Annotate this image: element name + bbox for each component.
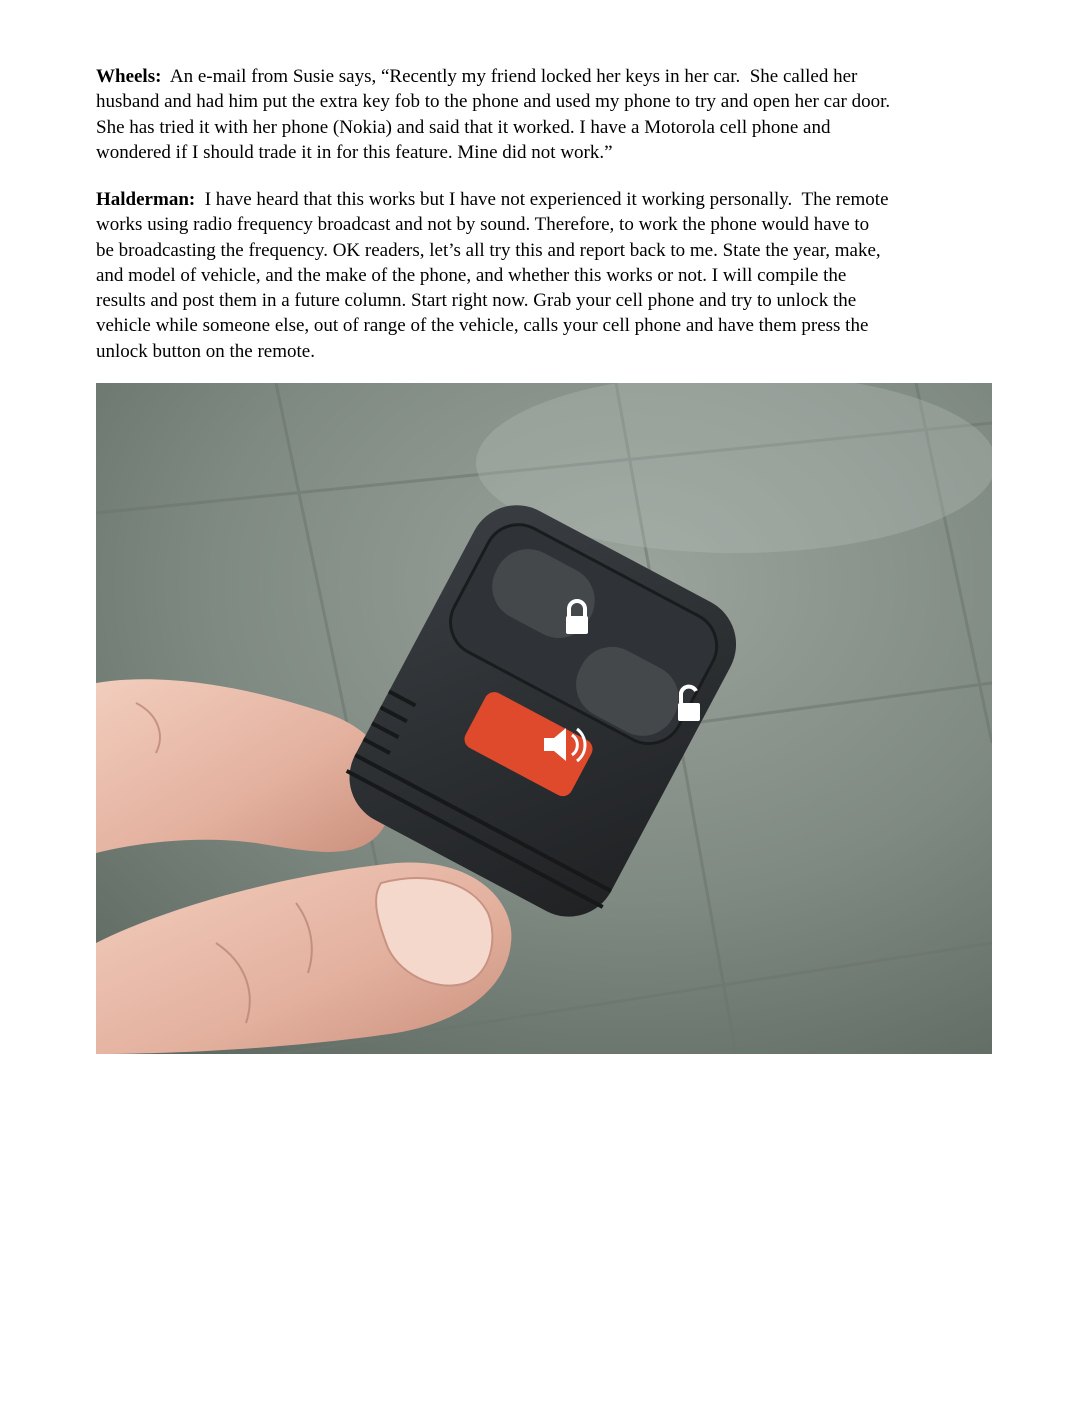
key-fob-photo — [96, 383, 992, 1054]
paragraph-line: An e-mail from Susie says, “Recently my friend locked her keys in her car. She called her — [161, 66, 858, 87]
paragraph-line: unlock button on the remote. — [96, 340, 315, 362]
speaker-label-halderman: Halderman: — [96, 189, 196, 210]
paragraph-wheels — [96, 64, 996, 165]
speaker-label-wheels: Wheels: — [96, 66, 162, 87]
paragraph-line: wondered if I should trade it in for this feature. Mine did not work.” — [96, 141, 613, 163]
paragraph-line: husband and had him put the extra key fob to the phone and used my phone to try and open her car door. — [96, 91, 891, 113]
paragraph-line: I have heard that this works but I have not experienced it working personally. The remote — [195, 189, 889, 210]
paragraph-line: results and post them in a future column. Start right now. Grab your cell phone and try to unlock the — [96, 290, 857, 312]
paragraph-line: vehicle while someone else, out of range of the vehicle, calls your cell phone and have them press the — [96, 315, 869, 337]
paragraph-line: works using radio frequency broadcast and not by sound. Therefore, to work the phone would have to — [96, 214, 870, 236]
paragraph-line: She has tried it with her phone (Nokia) and said that it worked. I have a Motorola cell phone and — [96, 116, 831, 138]
paragraph-line: and model of vehicle, and the make of the phone, and whether this works or not. I will compile the — [96, 264, 847, 286]
paragraph-halderman — [96, 187, 996, 364]
paragraph-line: be broadcasting the frequency. OK readers, let’s all try this and report back to me. State the year, make, — [96, 239, 881, 261]
